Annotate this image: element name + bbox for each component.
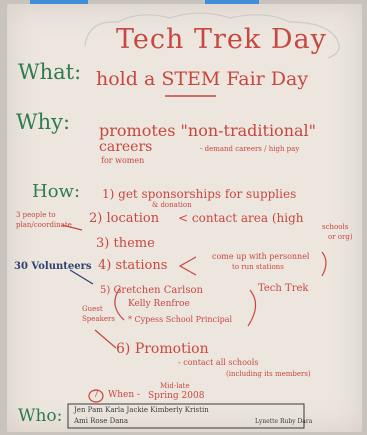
how-step7-sup: Mid-late	[160, 382, 190, 390]
sidebar-note-line2: plan/coordinate	[16, 221, 72, 229]
how-step3: 3) theme	[96, 236, 155, 251]
why-label: Why:	[16, 110, 71, 134]
how-step6: 6) Promotion	[116, 341, 209, 357]
how-step4-note2: to run stations	[232, 263, 284, 271]
who-label: Who:	[18, 406, 63, 426]
how-step7-marker: 7	[93, 390, 99, 400]
sidebar-volunteers: 30 Volunteers	[14, 261, 92, 272]
how-step2: 2) location	[89, 211, 160, 226]
how-step6-note1: - contact all schools	[178, 358, 259, 367]
how-step1-sup: & donation	[152, 201, 192, 209]
who-text-line1: Jen Pam Karla Jackie Kimberly Kristin	[74, 406, 209, 414]
how-step5-line2: Kelly Renfroe	[128, 299, 190, 309]
how-step7-label: When -	[108, 390, 141, 400]
how-step2-detail: < contact area (high	[178, 211, 304, 225]
why-line2: careers	[99, 139, 153, 155]
how-step6-note2: (including its members)	[226, 370, 311, 378]
why-line2-note: - demand careers / high pay	[200, 145, 300, 153]
how-step2-tail1: schools	[322, 223, 349, 231]
how-step5-line3: * Cypess School Principal	[128, 315, 233, 324]
how-step7-value: Spring 2008	[148, 391, 205, 401]
who-text-line3: Lynette Ruby Dara	[255, 418, 313, 425]
why-line3: for women	[101, 156, 145, 165]
sidebar-speakers-line1: Guest	[82, 305, 103, 313]
how-step1: 1) get sponsorships for supplies	[102, 187, 297, 201]
why-line1: promotes "non-traditional"	[99, 121, 317, 140]
who-text-line2: Ami Rose Dana	[74, 417, 129, 425]
what-text: hold a STEM Fair Day	[96, 68, 309, 90]
how-step4-note1: come up with personnel	[212, 252, 310, 261]
sidebar-speakers-line2: Speakers	[82, 315, 115, 323]
how-step5-tag: Tech Trek	[258, 283, 309, 294]
how-label: How:	[32, 181, 81, 202]
sidebar-note-line1: 3 people to	[16, 211, 56, 219]
how-step4: 4) stations	[98, 258, 168, 273]
poster-title: Tech Trek Day	[116, 24, 327, 55]
what-label: What:	[18, 60, 82, 84]
how-step2-tail2: or org)	[328, 233, 353, 241]
how-step5-line1: 5) Gretchen Carlson	[100, 285, 203, 296]
